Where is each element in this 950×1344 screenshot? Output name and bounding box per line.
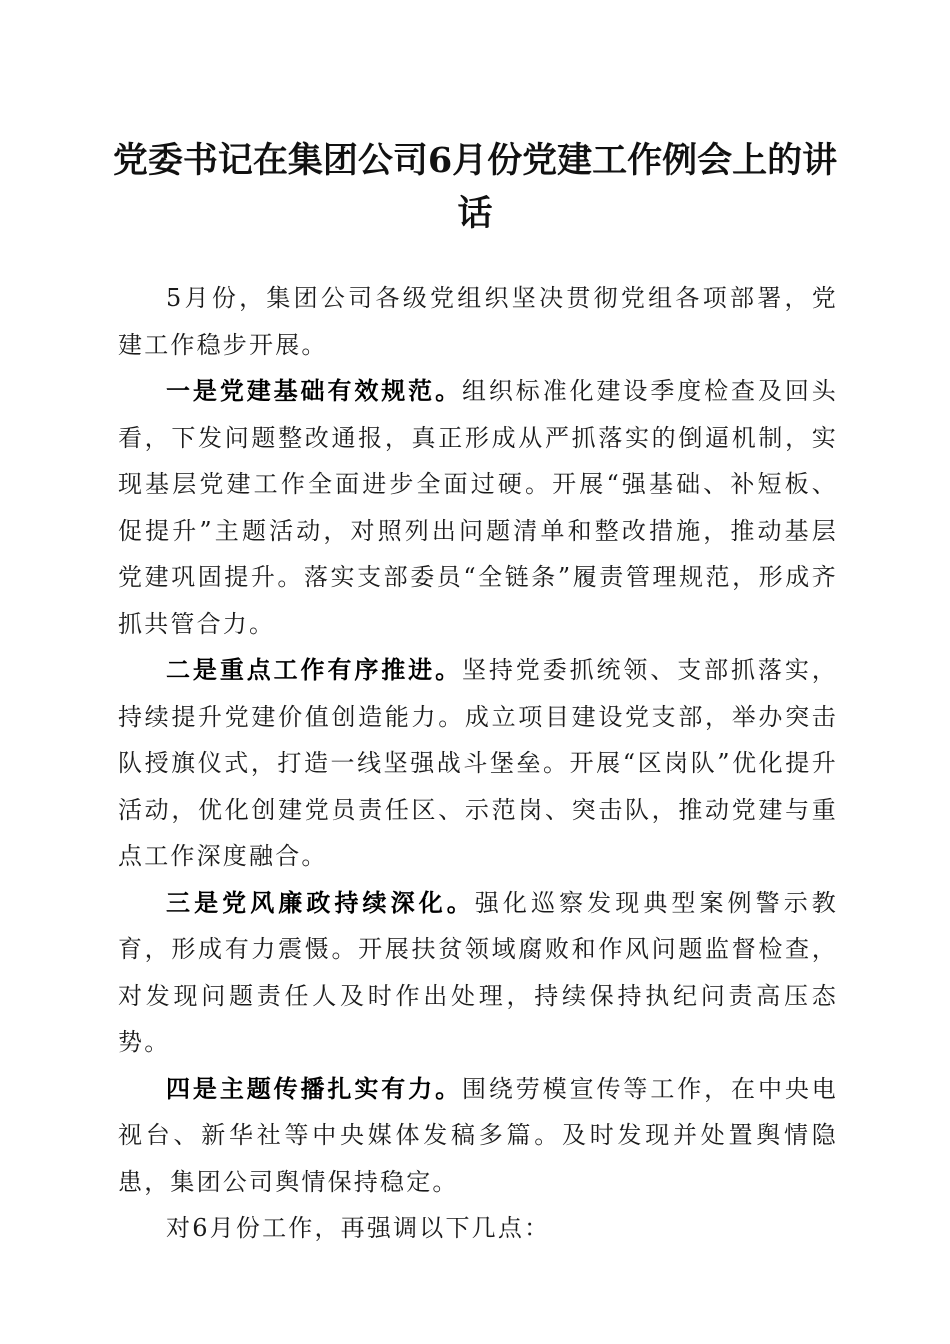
paragraph-point-1 — [118, 368, 838, 647]
paragraph-intro — [118, 275, 838, 368]
paragraph-point-2 — [118, 647, 838, 880]
paragraph-lead: 四是主题传播扎实有力。 — [166, 1073, 462, 1103]
paragraph-point-3 — [118, 880, 838, 1066]
paragraph-text: 组织标准化建设季度检查及回头看，下发问题整改通报，真正形成从严抓落实的倒逼机制，实现基层党建工作全面进步全面过硬。开展“强基础、补短板、促提升”主题活动，对照列出问题清单和整改措施，推动基层党建巩固提升。落实支部委员“全链条”履责管理规范，形成齐抓共管合力。 — [118, 377, 838, 638]
paragraph-lead: 一是党建基础有效规范。 — [166, 376, 462, 405]
paragraph-text: 坚持党委抓统领、支部抓落实，持续提升党建价值创造能力。成立项目建设党支部，举办突击队授旗仪式，打造一线坚强战斗堡垒。开展“区岗队”优化提升活动，优化创建党员责任区、示范岗、突击队，推动党建与重点工作深度融合。 — [118, 656, 838, 870]
paragraph-text: 强化巡察发现典型案例警示教育，形成有力震慑。开展扶贫领域腐败和作风问题监督检查，对发现问题责任人及时作出处理，持续保持执纪问责高压态势。 — [118, 888, 838, 1056]
paragraph-lead: 三是党风廉政持续深化。 — [166, 887, 475, 917]
document-body — [118, 275, 838, 1252]
page-title: 党委书记在集团公司6月份党建工作例会上的讲话 — [112, 140, 838, 234]
paragraph-point-4 — [118, 1066, 838, 1206]
paragraph-closing — [118, 1205, 838, 1252]
paragraph-lead: 二是重点工作有序推进。 — [166, 655, 462, 684]
paragraph-text: 对6月份工作，再强调以下几点： — [166, 1214, 551, 1242]
paragraph-text: 围绕劳模宣传等工作，在中央电视台、新华社等中央媒体发稿多篇。及时发现并处置舆情隐患，集团公司舆情保持稳定。 — [118, 1074, 838, 1196]
paragraph-text: 5月份，集团公司各级党组织坚决贯彻党组各项部署，党建工作稳步开展。 — [118, 284, 838, 359]
